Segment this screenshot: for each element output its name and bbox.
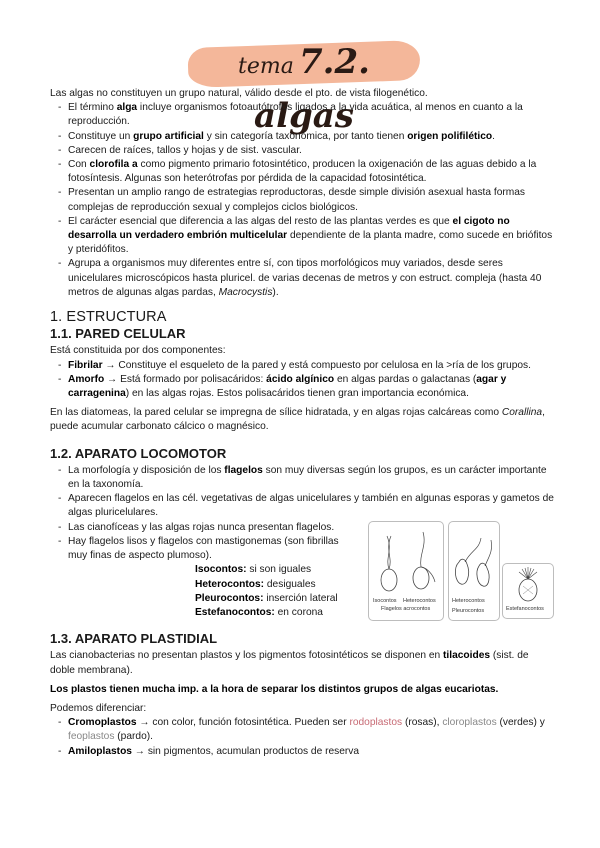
list-item: Isocontos: si son iguales bbox=[195, 564, 312, 576]
figure-panel-pleuro bbox=[448, 521, 500, 621]
list-item: - Cromoplastos → con color, función fotosintética. Pueden ser rodoplastos (rosas), cloroplastos (verdes) y feoplastos (pardo). bbox=[50, 716, 555, 744]
flagella-types bbox=[50, 563, 360, 620]
subsection-heading: 1.3. APARATO PLASTIDIAL bbox=[50, 631, 218, 647]
flagella-block bbox=[50, 521, 555, 620]
list-item: - Presentan un amplio rango de estrategias reproductoras, desde simple división asexual hasta formas complejas de reproducción sexual y complejos ciclos biológicos. bbox=[50, 186, 555, 214]
paragraph: En las diatomeas, la pared celular se impregna de sílice hidratada, y en algas rojas calcáreas como Corallina, puede acumular carbonato cálcico o magnésico. bbox=[50, 407, 545, 433]
list-item: Pleurocontos: inserción lateral bbox=[195, 592, 338, 604]
subsection-heading: 1.1. PARED CELULAR bbox=[50, 326, 186, 342]
list-item: - El término alga incluye organismos fotoautótrofos ligados a la vida acuática, al menos en cuanto a la reproducción. bbox=[50, 101, 555, 129]
list-item: - Amorfo → Está formado por polisacáridos: ácido algínico en algas pardas o galactanas (agar y carragenina) en las algas rojas. Estos polisacáridos tienen gran importancia económica. bbox=[50, 373, 555, 401]
locomotor-list bbox=[50, 464, 555, 521]
list-item: - Con clorofila a como pigmento primario fotosintético, producen la oxigenación de las aguas debido a la fotosíntesis. Algunas son heterótrofas por pérdida de la capacidad fotosintética. bbox=[50, 158, 555, 186]
figure-caption: Flagelos acrocontos bbox=[381, 605, 431, 612]
list-item: Heterocontos: desiguales bbox=[195, 578, 316, 590]
paragraph: Está constituida por dos componentes: bbox=[50, 345, 226, 357]
wall-components-list bbox=[50, 359, 555, 402]
flagella-figure bbox=[368, 521, 560, 625]
list-item: - Fibrilar → Constituye el esqueleto de la pared y está compuesto por celulosa en la >ría de los grupos. bbox=[50, 359, 555, 373]
figure-caption: Isocontos bbox=[373, 597, 397, 604]
intro-list bbox=[50, 101, 555, 300]
list-item: - Hay flagelos lisos y flagelos con mastigonemas (son fibrillas muy finas de aspecto plumoso). bbox=[50, 535, 360, 563]
flagellate-drawing bbox=[449, 522, 499, 620]
paragraph-bold: Los plastos tienen mucha imp. a la hora de separar los distintos grupos de algas eucariotas. bbox=[50, 683, 499, 695]
figure-caption: Estefanocontos bbox=[506, 605, 544, 612]
list-item: - Amiloplastos → sin pigmentos, acumulan productos de reserva bbox=[50, 745, 555, 759]
plastid-list bbox=[50, 716, 555, 759]
section-heading: 1. ESTRUCTURA bbox=[50, 309, 167, 326]
list-item: - Constituye un grupo artificial y sin categoría taxonómica, por tanto tienen origen polifilético. bbox=[50, 130, 555, 144]
paragraph: Las cianobacterias no presentan plastos y los pigmentos fotosintéticos se disponen en tilacoides (sist. de doble membrana). bbox=[50, 650, 529, 676]
figure-caption: Heterocontos bbox=[403, 597, 436, 604]
list-item: - Las cianofíceas y las algas rojas nunca presentan flagelos. bbox=[50, 521, 360, 535]
list-item: - Agrupa a organismos muy diferentes entre sí, con tipos morfológicos muy variados, desde seres unicelulares microscópicos hasta pluricel. de varias decenas de metros y con estruct. compleja (hasta 40 metros de algunas algas pardas, Macrocystis). bbox=[50, 257, 555, 300]
list-item: Estefanocontos: en corona bbox=[195, 606, 323, 618]
figure-caption: Heterocontos bbox=[452, 597, 485, 604]
document-body bbox=[50, 87, 555, 759]
title-main: 7.2. algas bbox=[254, 42, 370, 136]
paragraph: Podemos diferenciar: bbox=[50, 702, 147, 714]
subsection-heading: 1.2. APARATO LOCOMOTOR bbox=[50, 445, 227, 461]
intro-lead: Las algas no constituyen un grupo natural, válido desde el pto. de vista filogenético. bbox=[50, 88, 428, 99]
figure-panel-stephano bbox=[502, 563, 554, 619]
list-item: - La morfología y disposición de los flagelos son muy diversas según los grupos, es un carácter importante en la taxonomía. bbox=[50, 464, 555, 492]
figure-panel-iso-hetero bbox=[368, 521, 444, 621]
list-item: - Aparecen flagelos en las cél. vegetativas de algas unicelulares y también en algunas esporas y gametos de algas pluricelulares. bbox=[50, 492, 555, 520]
figure-caption: Pleurocontos bbox=[452, 607, 485, 614]
list-item: - El carácter esencial que diferencia a las algas del resto de las plantas verdes es que el cigoto no desarrolla un verdadero embrión multicelular dependiente de la planta madre, como sucede en briófitos y pteridófitos. bbox=[50, 215, 555, 258]
title-prefix: tema bbox=[238, 54, 294, 79]
list-item: - Carecen de raíces, tallos y hojas y de sist. vascular. bbox=[50, 144, 555, 158]
